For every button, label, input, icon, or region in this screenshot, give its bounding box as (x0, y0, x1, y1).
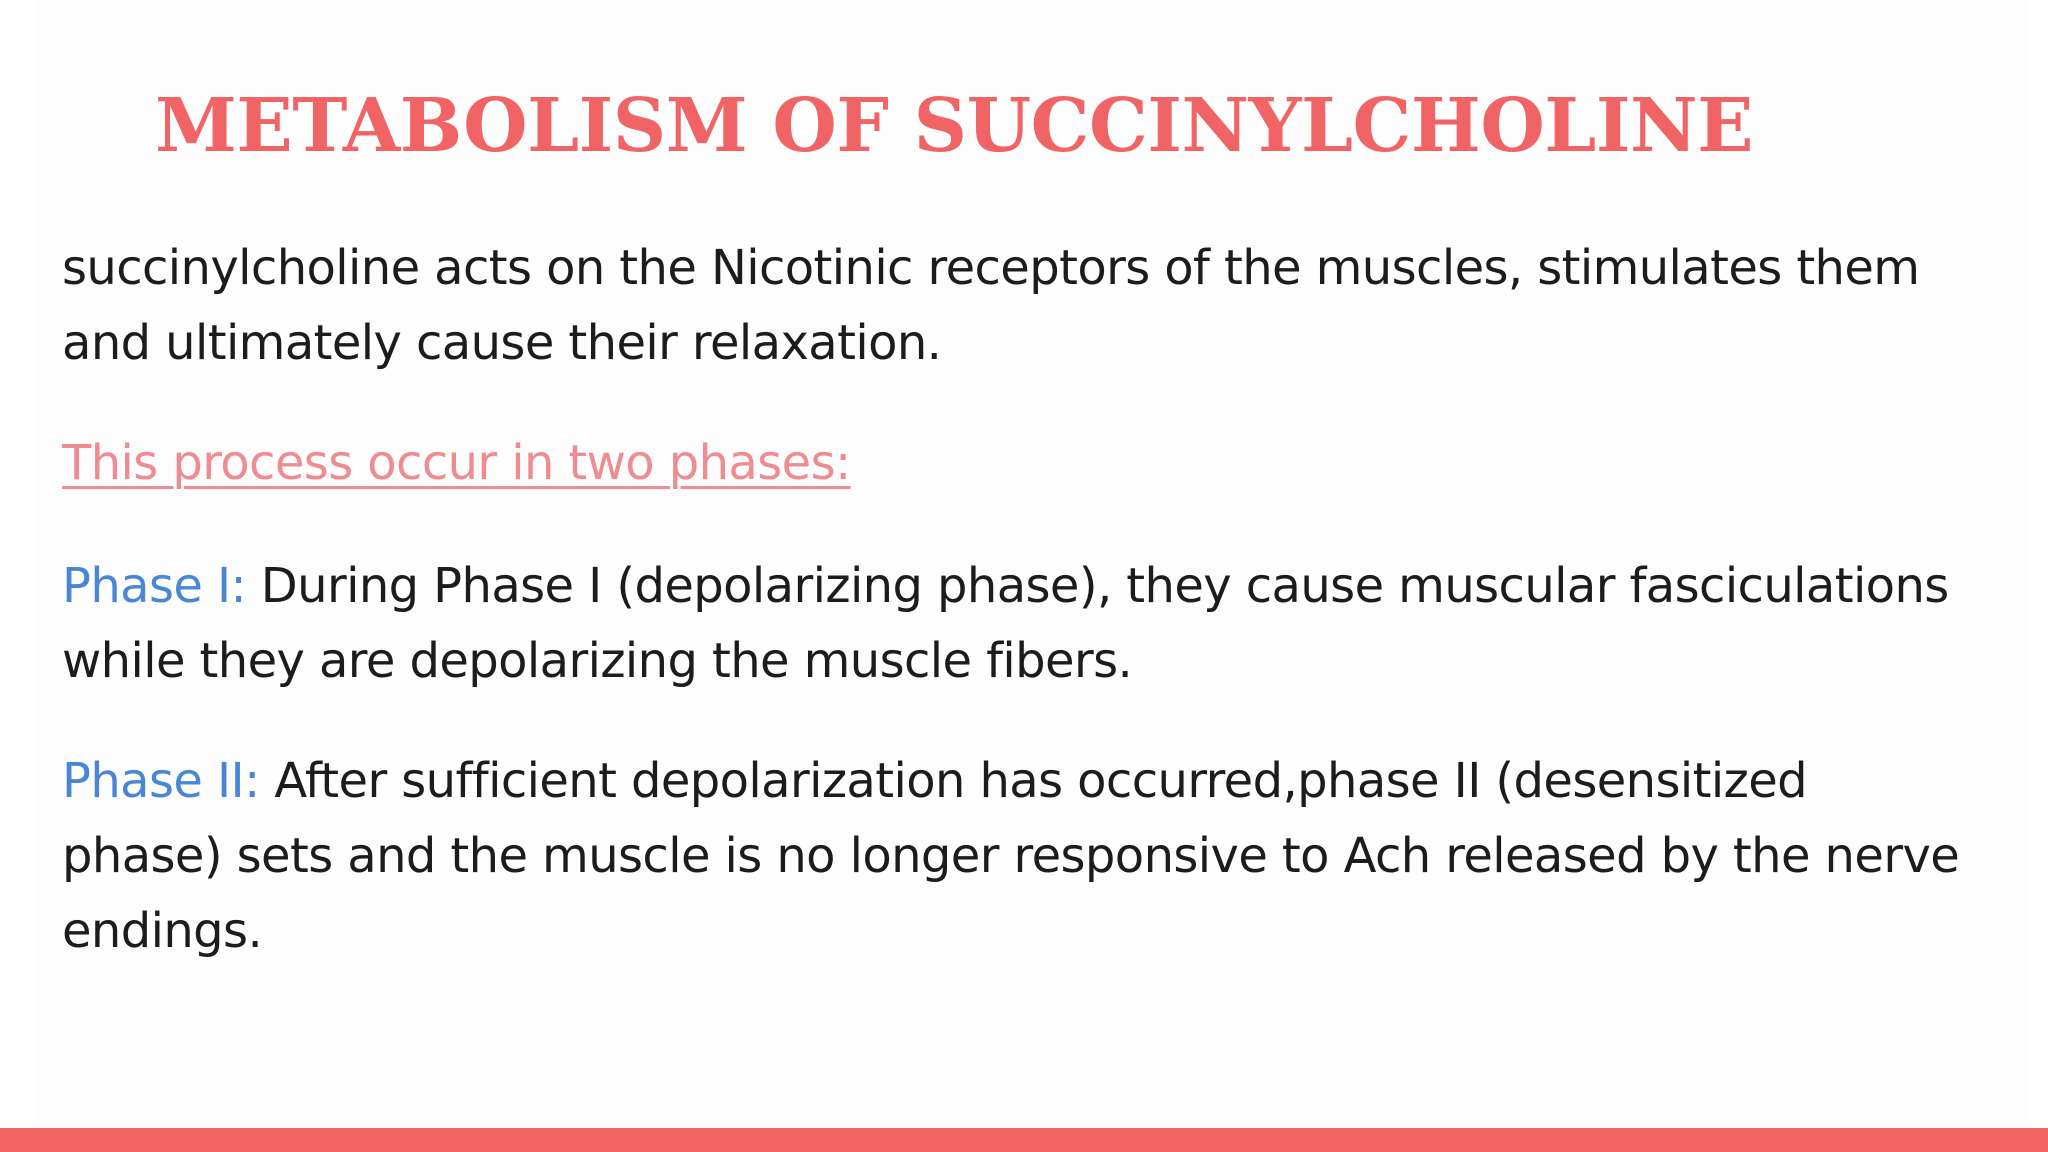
phase-1-text: During Phase I (depolarizing phase), they cause muscular fasciculations while they are depolarizing the muscle fibers. (62, 558, 1949, 689)
phase-2-paragraph (62, 744, 1962, 969)
phases-heading: This process occur in two phases: (62, 435, 851, 491)
phase-1-paragraph (62, 549, 1962, 699)
bottom-accent-bar (0, 1128, 2048, 1152)
intro-paragraph: succinylcholine acts on the Nicotinic receptors of the muscles, stimulates them and ultimately cause their relaxation. (62, 240, 1920, 371)
phase-2-label: Phase II: (62, 753, 260, 809)
phase-1-label: Phase I: (62, 558, 247, 614)
slide-title: METABOLISM OF SUCCINYLCHOLINE (155, 83, 1753, 169)
phase-2-text: After sufficient depolarization has occurred,phase II (desensitized phase) sets and the muscle is no longer responsive to Ach released by the nerve endings. (62, 753, 1960, 959)
